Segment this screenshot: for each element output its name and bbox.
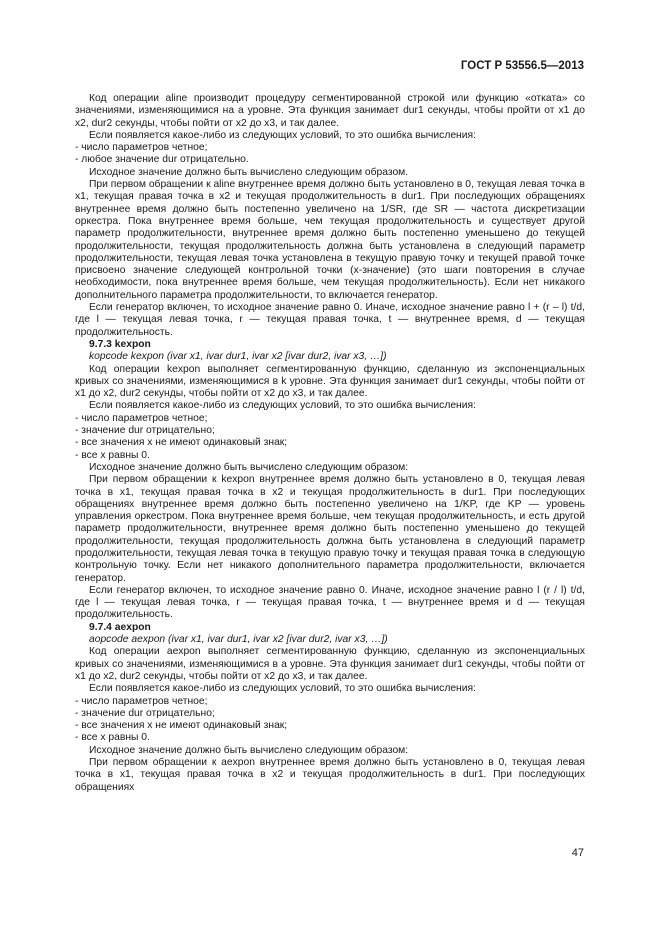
paragraph-error-conditions: Если появляется какое-либо из следующих условий, то это ошибка вычисления: bbox=[89, 400, 476, 412]
syntax-kexpon: kopcode kexpon (ivar x1, ivar dur1, ivar x2 [ivar dur2, ivar x3, …]) bbox=[89, 351, 387, 363]
paragraph-error-conditions: Если появляется какое-либо из следующих условий, то это ошибка вычисления: bbox=[89, 683, 476, 695]
section-heading-kexpon: 9.7.3 kexpon bbox=[89, 338, 151, 350]
paragraph-kexpon-output: Если генератор включен, то исходное значение равно 0. Иначе, исходное значение равно l (r / l) t/d, где l — текущая левая точка, r — текущая правая точка, t — внутреннее время и d — текущая продолжительность. bbox=[75, 584, 585, 621]
list-item: - число параметров четное; bbox=[75, 142, 208, 154]
list-item: - число параметров четное; bbox=[75, 695, 208, 707]
paragraph: Исходное значение должно быть вычислено следующим образом. bbox=[89, 166, 409, 178]
list-item: - все x равны 0. bbox=[75, 449, 150, 461]
paragraph-kexpon-algorithm: При первом обращении к kexpon внутреннее время должно быть установлено в 0, текущая левая точка в x1, текущая правая точка в x2 и текущая продолжительность в dur1. При последующих обращениях внутреннее время должно быть постепенно увеличено на 1/KP, где KP — уровень управления оркестром. Пока внутреннее время больше, чем текущая продолжительность, и есть другой параметр продолжительности, внутреннее время должно быть постепенно уменьшено до текущей продолжительности, текущая продолжительность должна быть установлена в следующий параметр продолжительности, текущая левая точка в текущую правую точку и текущая правая точка в следующую контрольную точку. Если нет никакого дополнительного параметра продолжительности, включается генератор. bbox=[75, 474, 585, 584]
list-item: - значение dur отрицательно; bbox=[75, 425, 215, 437]
body-text bbox=[75, 93, 585, 794]
page-number: 47 bbox=[571, 847, 584, 859]
paragraph: Исходное значение должно быть вычислено следующим образом: bbox=[89, 461, 409, 473]
list-item: - все x равны 0. bbox=[75, 732, 150, 744]
paragraph-kexpon-intro: Код операции kexpon выполняет сегментированную функцию, сделанную из экспоненциальных кривых со значениями, изменяющимися в k уровне. Эта функция занимает dur1 секунды, чтобы пойти от x1 до x2, dur2 секунды, чтобы пойти от x2 до x3, и так далее. bbox=[75, 363, 585, 400]
list-item: - значение dur отрицательно; bbox=[75, 707, 215, 719]
list-item: - любое значение dur отрицательно. bbox=[75, 154, 249, 166]
paragraph-aline-algorithm: При первом обращении к aline внутреннее время должно быть установлено в 0, текущая левая точка в x1, текущая правая точка в x2 и текущая продолжительность в dur1. При последующих обращениях внутреннее время должно быть постепенно увеличено на 1/SR, где SR — частота дискретизации оркестра. Пока внутреннее время больше, чем текущая продолжительность и существует другой параметр продолжительности, внутреннее время должно быть постепенно уменьшено до текущей продолжительности, текущая продолжительность должна быть установлена в следующий параметр продолжительности, текущая левая точка установлена в текущую правую точку и текущей правой точке присвоено значение следующей контрольной точки (x-значение) (это шаги повторения в случае необходимости, пока внутреннее время больше, чем текущая продолжительность). Если нет никакого дополнительного параметра продолжительности, то включается генератор. bbox=[75, 179, 585, 301]
paragraph-aexpon-algorithm: При первом обращении к aexpon внутреннее время должно быть установлено в 0, текущая левая точка в x1, текущая правая точка в x2 и текущая продолжительность в dur1. При последующих обращениях bbox=[75, 757, 585, 793]
paragraph-error-conditions: Если появляется какое-либо из следующих условий, то это ошибка вычисления: bbox=[89, 129, 476, 141]
document-id-header: ГОСТ Р 53556.5—2013 bbox=[460, 60, 584, 72]
paragraph-aline-output: Если генератор включен, то исходное значение равно 0. Иначе, исходное значение равно l + (r – l) t/d, где l — текущая левая точка, r — текущая правая точка, t — внутреннее время, d — текущая продолжительность. bbox=[75, 302, 585, 338]
paragraph-aline-intro: Код операции aline производит процедуру сегментированной строкой или функцию «отката» со значениями, изменяющимися на a уровне. Эта функция занимает dur1 секунды, чтобы пройти от x1 до x2, dur2 секунды, чтобы пойти от x2 до x3, и так далее. bbox=[75, 93, 585, 129]
paragraph-aexpon-intro: Код операции aexpon выполняет сегментированную функцию, сделанную из экспоненциальных кривых со значениями, изменяющимися в a уровне. Эта функция занимает dur1 секунды, чтобы пойти от x1 до x2, dur2 секунды, чтобы пойти от x2 до x3, и так далее. bbox=[75, 646, 585, 682]
list-item: - все значения x не имеют одинаковый знак; bbox=[75, 720, 288, 732]
list-item: - все значения x не имеют одинаковый знак; bbox=[75, 437, 288, 449]
list-item: - число параметров четное; bbox=[75, 412, 208, 424]
paragraph: Исходное значение должно быть вычислено следующим образом: bbox=[89, 744, 409, 756]
syntax-aexpon: aopcode aexpon (ivar x1, ivar dur1, ivar x2 [ivar dur2, ivar x3, …]) bbox=[89, 634, 388, 646]
section-heading-aexpon: 9.7.4 aexpon bbox=[89, 621, 151, 633]
